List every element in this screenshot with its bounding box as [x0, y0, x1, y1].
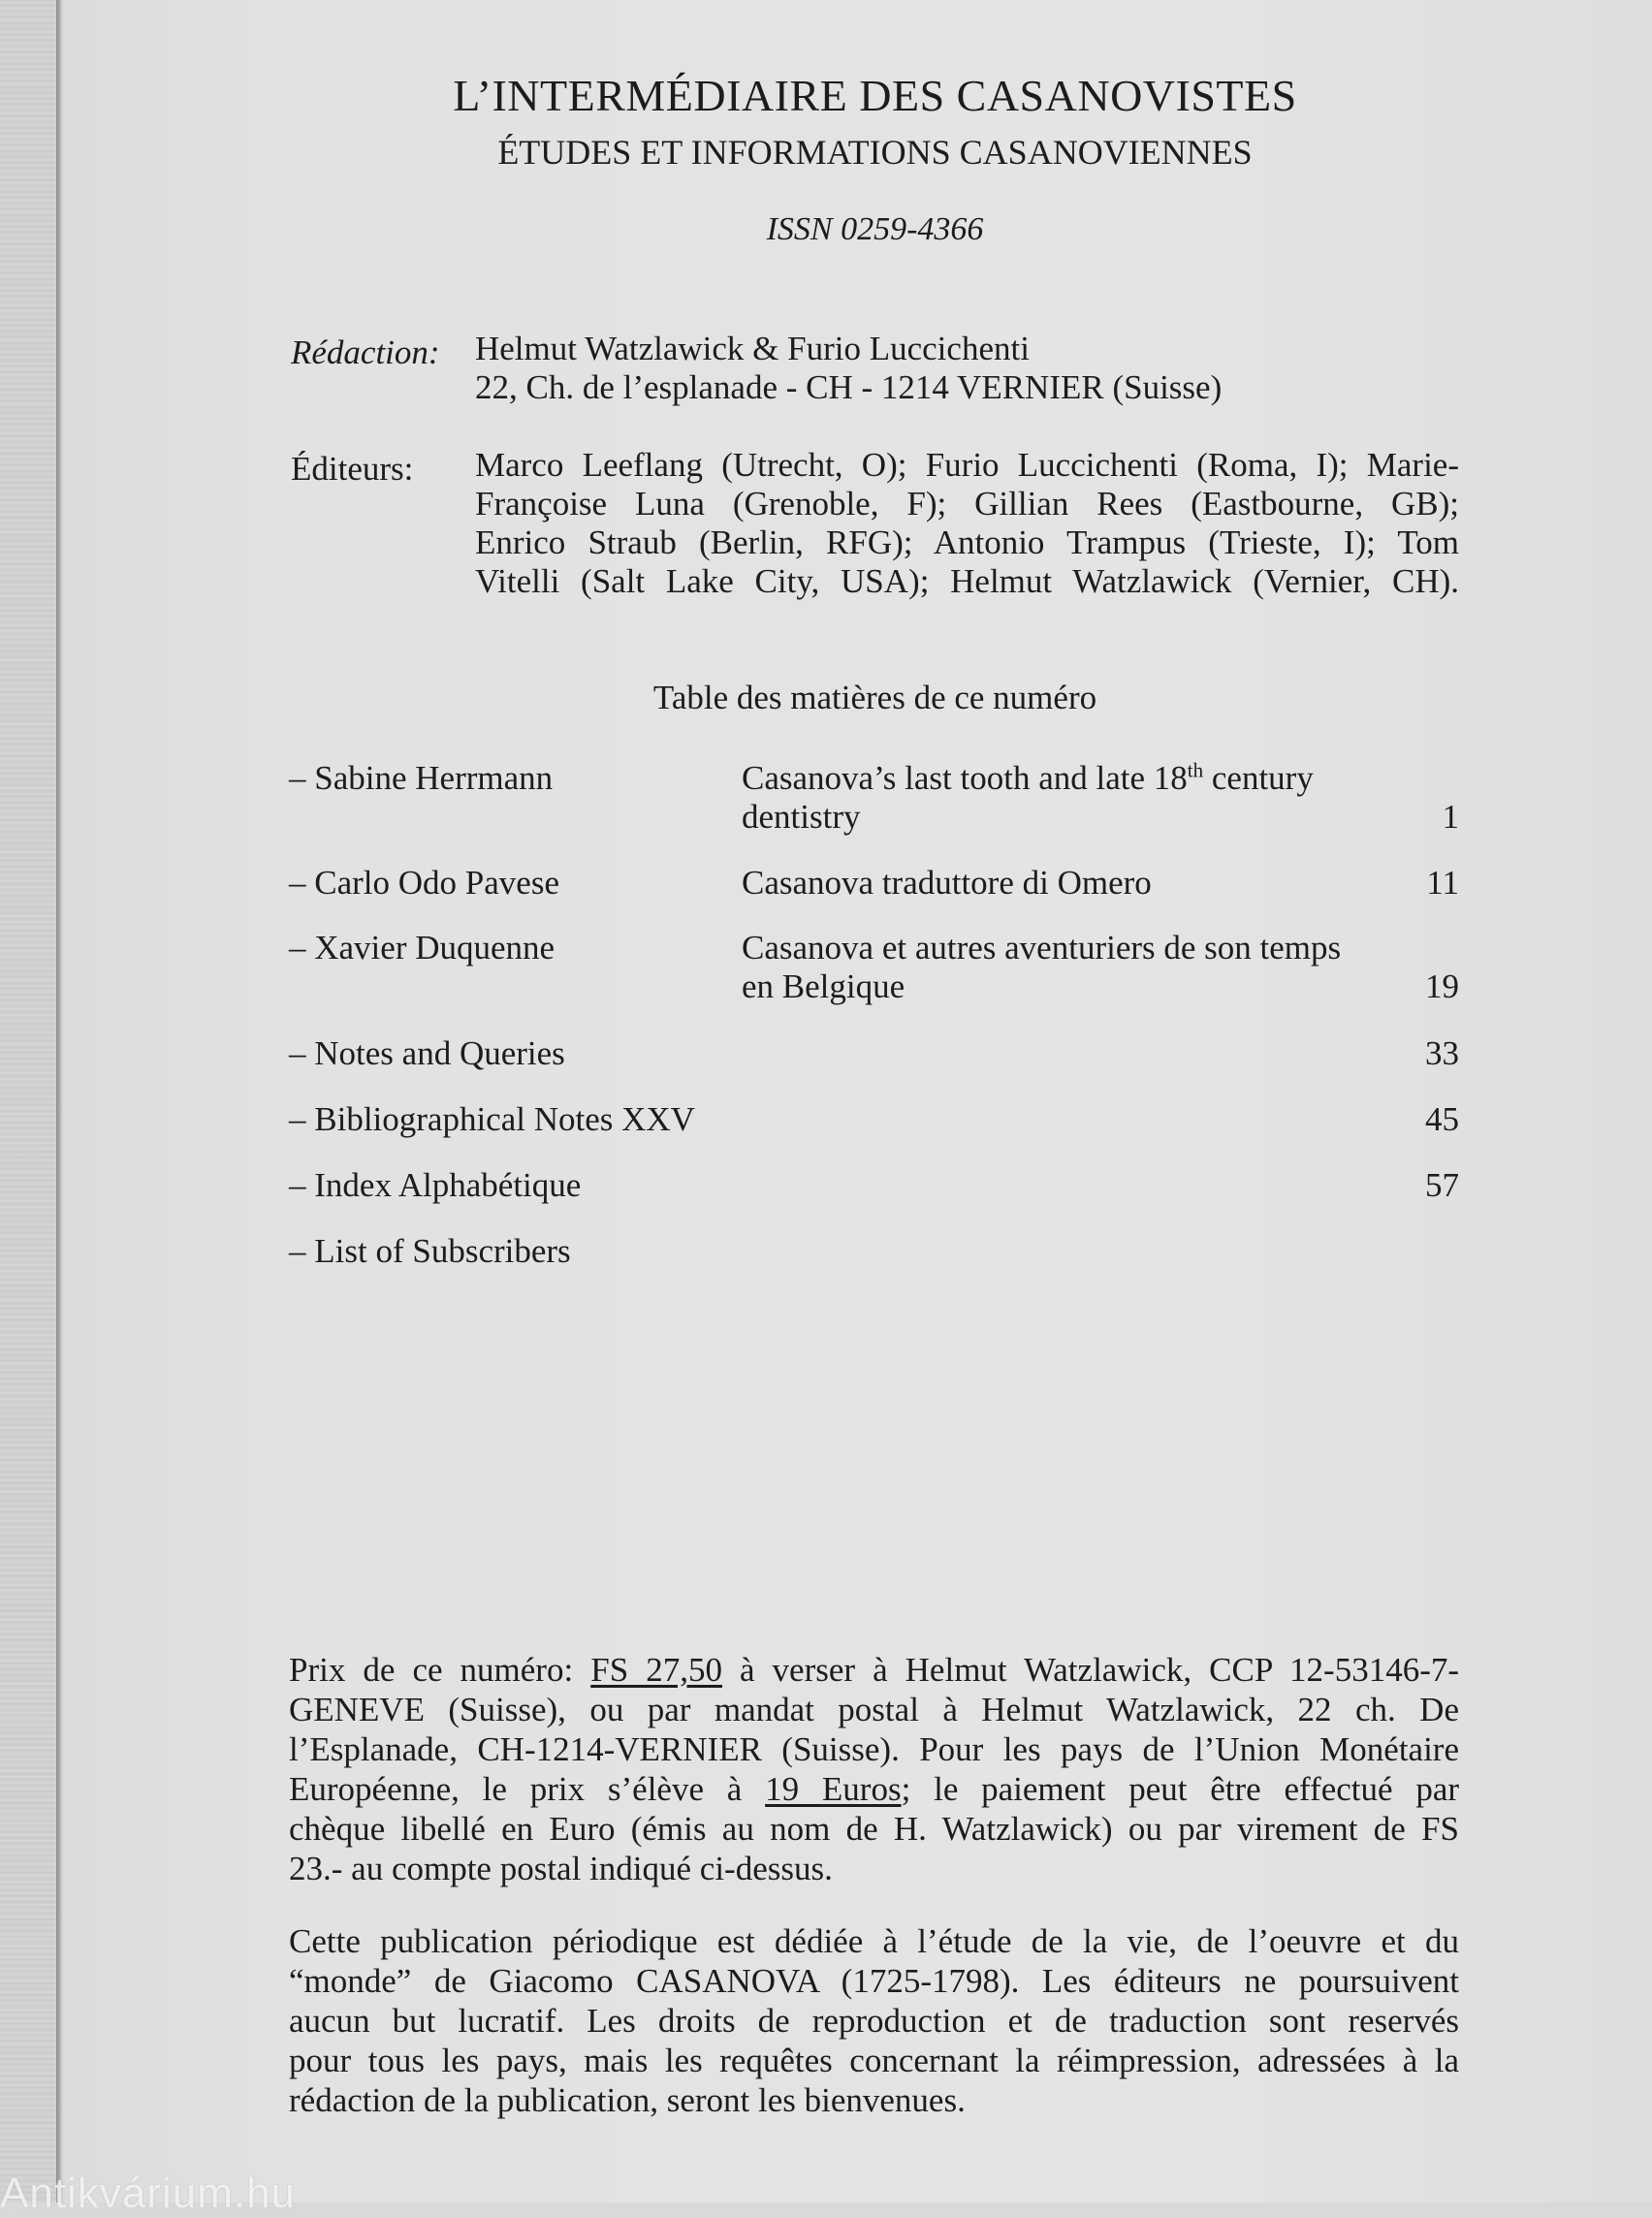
toc-author: – Index Alphabétique [289, 1166, 582, 1204]
editeurs-label: Éditeurs: [291, 450, 414, 488]
toc-title-line: dentistry [742, 798, 861, 836]
editeurs-block [475, 446, 1459, 601]
toc-title-line: en Belgique [742, 967, 905, 1005]
toc-entry [289, 759, 1459, 839]
redaction-line: 22, Ch. de l’esplanade - CH - 1214 VERNIER (Suisse) [475, 368, 1223, 406]
price-line: GENEVE (Suisse), ou par mandat postal à Helmut Watzlawick, 22 ch. De [289, 1691, 1459, 1728]
toc-entry [289, 929, 1459, 1008]
notice-line: Cette publication périodique est dédiée à l’étude de la vie, de l’oeuvre et du [289, 1922, 1459, 1960]
price-fs: FS 27,50 [590, 1651, 722, 1689]
price-paragraph [289, 1650, 1459, 1888]
toc-entry [289, 864, 1459, 904]
notice-paragraph [289, 1921, 1459, 2120]
issn: ISSN 0259-4366 [766, 211, 984, 247]
toc-title-line: Casanova et autres aventuriers de son temps [742, 929, 1342, 966]
toc-title: Casanova traduttore di Omero [742, 864, 1152, 902]
notice-line: “monde” de Giacomo CASANOVA (1725-1798). Les éditeurs ne poursuivent [289, 1962, 1459, 2000]
price-line: chèque libellé en Euro (émis au nom de H. Watzlawick) ou par virement de FS [289, 1810, 1459, 1848]
toc-entry [289, 1166, 1459, 1207]
editeurs-line: Marco Leeflang (Utrecht, O); Furio Luccichenti (Roma, I); Marie- [475, 446, 1459, 484]
toc-entry [289, 1100, 1459, 1141]
redaction-block [475, 330, 1459, 407]
toc-author: – List of Subscribers [289, 1232, 571, 1270]
redaction-label: Rédaction: [291, 333, 440, 371]
editeurs-line: Françoise Luna (Grenoble, F); Gillian Rees (Eastbourne, GB); [475, 485, 1459, 523]
price-line: 23.- au compte postal indiqué ci-dessus. [289, 1850, 833, 1887]
toc-page-number: 19 [1425, 967, 1459, 1005]
toc-author: – Sabine Herrmann [289, 759, 554, 797]
toc-title [742, 929, 1372, 1006]
toc-author: – Xavier Duquenne [289, 929, 556, 966]
journal-title: L’INTERMÉDIAIRE DES CASANOVISTES [453, 71, 1297, 120]
toc-page-number: 57 [1425, 1166, 1459, 1204]
toc-title-line: Casanova’s last tooth and late 18th century [742, 758, 1314, 797]
toc-heading: Table des matières de ce numéro [652, 679, 1097, 716]
toc-entry [289, 1232, 1459, 1273]
toc-title [742, 759, 1372, 837]
redaction-line: Helmut Watzlawick & Furio Luccichenti [475, 330, 1030, 367]
toc-page-number: 33 [1425, 1034, 1459, 1072]
notice-line: pour tous les pays, mais les requêtes concernant la réimpression, adressées à la [289, 2042, 1459, 2079]
toc-page-number: 1 [1442, 798, 1459, 836]
toc-author: – Bibliographical Notes XXV [289, 1100, 695, 1138]
price-euros: 19 Euros [765, 1770, 902, 1808]
price-line: Prix de ce numéro: FS 27,50 à verser à Helmut Watzlawick, CCP 12-53146-7- [289, 1651, 1460, 1689]
notice-line: rédaction de la publication, seront les bienvenues. [289, 2081, 966, 2119]
toc-page-number: 45 [1425, 1100, 1459, 1138]
watermark: Antikvárium.hu [0, 2170, 297, 2217]
notice-line: aucun but lucratif. Les droits de reproduction et de traduction sont reservés [289, 2002, 1459, 2040]
toc-entry [289, 1034, 1459, 1075]
editeurs-line: Enrico Straub (Berlin, RFG); Antonio Trampus (Trieste, I); Tom [475, 523, 1459, 561]
toc-author: – Carlo Odo Pavese [289, 864, 559, 902]
journal-subtitle: ÉTUDES ET INFORMATIONS CASANOVIENNES [497, 133, 1253, 172]
price-line: Européenne, le prix s’élève à 19 Euros; le paiement peut être effectué par [289, 1770, 1460, 1808]
toc-page-number: 11 [1426, 864, 1459, 902]
price-line: l’Esplanade, CH-1214-VERNIER (Suisse). Pour les pays de l’Union Monétaire [289, 1730, 1459, 1768]
toc-author: – Notes and Queries [289, 1034, 565, 1072]
editeurs-line: Vitelli (Salt Lake City, USA); Helmut Watzlawick (Vernier, CH). [475, 562, 1459, 600]
